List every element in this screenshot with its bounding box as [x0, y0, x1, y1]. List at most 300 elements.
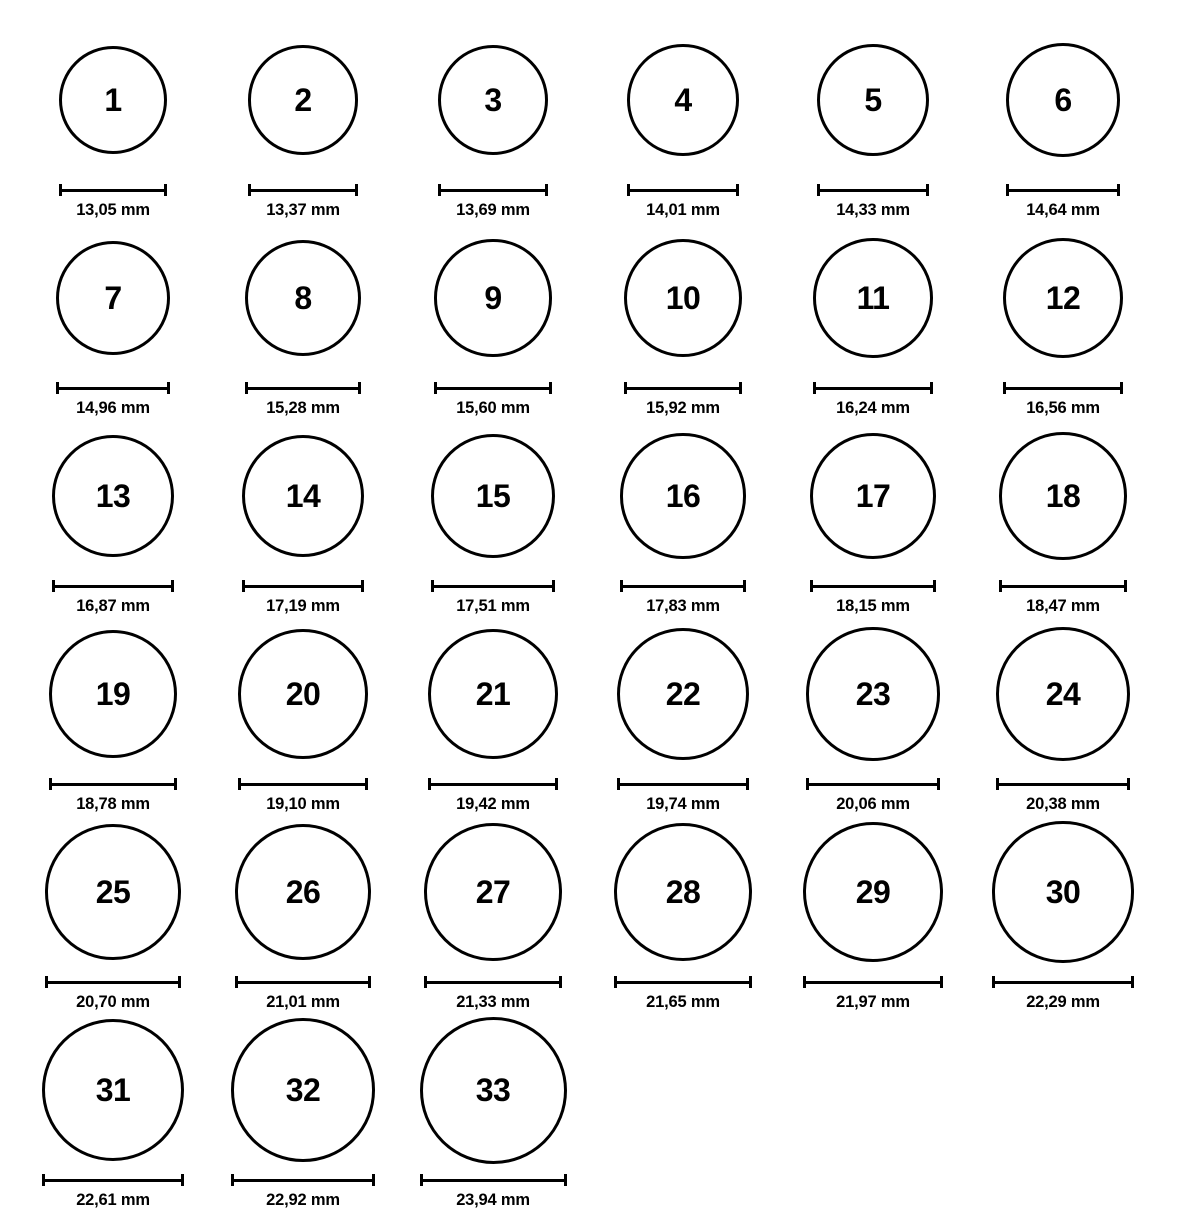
caliper-tick-left [428, 778, 431, 790]
diameter-measure [245, 382, 361, 418]
diameter-measure [803, 976, 943, 1012]
caliper-icon [438, 184, 548, 196]
ring-size-number: 14 [285, 477, 321, 514]
caliper-icon [806, 778, 939, 790]
ring-size-cell [398, 1012, 588, 1210]
ring-size-cell [778, 22, 968, 220]
ring-size-cell [208, 1012, 398, 1210]
caliper-tick-right [361, 580, 364, 592]
ring-size-cell [968, 220, 1158, 418]
ring-circle [617, 628, 749, 760]
caliper-tick-left [627, 184, 630, 196]
ring-size-cell [398, 22, 588, 220]
ring-size-cell [208, 22, 398, 220]
ring-size-row [18, 1012, 1182, 1210]
caliper-bar [813, 387, 932, 390]
caliper-tick-left [996, 778, 999, 790]
ring-size-cell [208, 418, 398, 616]
ring-circle-wrap [778, 220, 968, 376]
diameter-measure [248, 184, 357, 220]
caliper-tick-right [358, 382, 361, 394]
ring-size-number: 25 [95, 873, 131, 910]
ring-size-cell [18, 220, 208, 418]
caliper-tick-left [813, 382, 816, 394]
ring-size-number: 17 [855, 477, 891, 514]
ring-size-row [18, 616, 1182, 814]
ring-size-cell [778, 220, 968, 418]
caliper-bar [1006, 189, 1120, 192]
diameter-measure [617, 778, 749, 814]
ring-circle-wrap [968, 418, 1158, 574]
ring-circle [428, 629, 559, 760]
diameter-label: 14,33 mm [836, 201, 910, 219]
caliper-icon [810, 580, 936, 592]
diameter-label: 13,05 mm [76, 201, 150, 219]
ring-circle [59, 46, 167, 154]
diameter-label: 22,92 mm [266, 1191, 340, 1209]
caliper-tick-left [49, 778, 52, 790]
caliper-tick-left [431, 580, 434, 592]
caliper-tick-left [245, 382, 248, 394]
diameter-label: 15,60 mm [456, 399, 530, 417]
diameter-measure [806, 778, 939, 814]
diameter-measure [42, 1174, 184, 1210]
ring-size-number: 20 [285, 676, 321, 712]
ring-size-cell [208, 220, 398, 418]
caliper-tick-right [549, 382, 552, 394]
caliper-bar [49, 783, 178, 786]
ring-size-cell [208, 814, 398, 1012]
ring-circle [52, 435, 174, 557]
diameter-label: 17,51 mm [456, 597, 530, 615]
diameter-measure [424, 976, 562, 1012]
ring-circle-wrap [968, 616, 1158, 772]
ring-size-cell [18, 418, 208, 616]
ring-circle [231, 1018, 374, 1161]
caliper-tick-right [739, 382, 742, 394]
ring-circle-wrap [398, 616, 588, 772]
ring-circle [1003, 238, 1124, 359]
ring-circle-wrap [398, 22, 588, 178]
ring-circle [614, 823, 753, 962]
caliper-tick-left [52, 580, 55, 592]
caliper-icon [996, 778, 1130, 790]
caliper-tick-left [999, 580, 1002, 592]
ring-circle [42, 1019, 184, 1161]
diameter-label: 22,61 mm [76, 1191, 150, 1209]
ring-size-number: 1 [104, 82, 122, 118]
caliper-tick-right [743, 580, 746, 592]
ring-circle-wrap [398, 220, 588, 376]
caliper-tick-right [1117, 184, 1120, 196]
ring-size-cell [588, 418, 778, 616]
caliper-tick-left [614, 976, 617, 988]
ring-circle-wrap [968, 22, 1158, 178]
ring-circle-wrap [208, 22, 398, 178]
diameter-label: 18,15 mm [836, 597, 910, 615]
caliper-tick-left [42, 1174, 45, 1186]
caliper-bar [248, 189, 357, 192]
diameter-label: 19,10 mm [266, 795, 340, 813]
ring-size-number: 4 [674, 81, 692, 118]
caliper-bar [624, 387, 742, 390]
caliper-tick-left [434, 382, 437, 394]
diameter-label: 13,37 mm [266, 201, 340, 219]
diameter-measure [231, 1174, 374, 1210]
diameter-measure [431, 580, 555, 616]
caliper-tick-right [552, 580, 555, 592]
ring-size-row [18, 814, 1182, 1012]
diameter-measure [56, 382, 171, 418]
caliper-tick-right [746, 778, 749, 790]
ring-size-number: 18 [1045, 477, 1081, 514]
caliper-bar [238, 783, 368, 786]
ring-circle-wrap [588, 22, 778, 178]
caliper-icon [56, 382, 171, 394]
caliper-bar [438, 189, 548, 192]
ring-circle-wrap [208, 418, 398, 574]
ring-circle-wrap [588, 814, 778, 970]
caliper-tick-left [248, 184, 251, 196]
ring-circle-wrap [208, 220, 398, 376]
ring-circle-wrap [398, 1012, 588, 1168]
caliper-tick-left [817, 184, 820, 196]
diameter-measure [434, 382, 551, 418]
ring-circle-wrap [968, 814, 1158, 970]
ring-size-cell [398, 616, 588, 814]
caliper-tick-left [803, 976, 806, 988]
caliper-tick-left [242, 580, 245, 592]
ring-circle [813, 238, 932, 357]
caliper-icon [420, 1174, 567, 1186]
ring-size-number: 11 [856, 279, 890, 316]
diameter-measure [1003, 382, 1124, 418]
caliper-bar [996, 783, 1130, 786]
ring-circle-wrap [398, 814, 588, 970]
caliper-tick-right [164, 184, 167, 196]
ring-circle-wrap [398, 418, 588, 574]
ring-circle [438, 45, 548, 155]
ring-circle-wrap [18, 1012, 208, 1168]
ring-size-number: 32 [285, 1071, 321, 1108]
caliper-tick-right [736, 184, 739, 196]
caliper-tick-right [564, 1174, 567, 1186]
diameter-measure [49, 778, 178, 814]
ring-circle [248, 45, 357, 154]
caliper-icon [49, 778, 178, 790]
caliper-bar [817, 189, 930, 192]
caliper-bar [431, 585, 555, 588]
caliper-bar [810, 585, 936, 588]
caliper-tick-left [806, 778, 809, 790]
ring-size-row [18, 220, 1182, 418]
diameter-measure [813, 382, 932, 418]
diameter-label: 22,29 mm [1026, 993, 1100, 1011]
caliper-bar [1003, 387, 1124, 390]
diameter-label: 13,69 mm [456, 201, 530, 219]
caliper-icon [428, 778, 559, 790]
caliper-tick-left [56, 382, 59, 394]
caliper-tick-right [174, 778, 177, 790]
ring-circle [45, 824, 180, 959]
caliper-bar [242, 585, 365, 588]
caliper-bar [52, 585, 174, 588]
ring-size-number: 27 [475, 874, 511, 910]
ring-size-number: 29 [855, 873, 891, 910]
ring-circle [620, 433, 745, 558]
ring-circle-wrap [778, 22, 968, 178]
diameter-label: 16,87 mm [76, 597, 150, 615]
caliper-icon [59, 184, 167, 196]
ring-size-number: 33 [475, 1072, 511, 1108]
ring-size-cell [968, 22, 1158, 220]
caliper-bar [614, 981, 753, 984]
caliper-bar [45, 981, 180, 984]
ring-size-cell [968, 616, 1158, 814]
caliper-icon [1003, 382, 1124, 394]
caliper-icon [1006, 184, 1120, 196]
diameter-measure [620, 580, 745, 616]
ring-size-number: 2 [294, 82, 312, 118]
diameter-label: 16,24 mm [836, 399, 910, 417]
ring-circle [424, 823, 562, 961]
caliper-bar [235, 981, 372, 984]
ring-size-cell [208, 616, 398, 814]
caliper-tick-right [355, 184, 358, 196]
caliper-tick-right [181, 1174, 184, 1186]
ring-size-cell [398, 814, 588, 1012]
diameter-label: 15,92 mm [646, 399, 720, 417]
diameter-measure [52, 580, 174, 616]
caliper-icon [624, 382, 742, 394]
ring-size-number: 21 [475, 675, 511, 712]
diameter-label: 20,06 mm [836, 795, 910, 813]
ring-circle [235, 824, 372, 961]
caliper-bar [999, 585, 1126, 588]
caliper-bar [617, 783, 749, 786]
caliper-icon [999, 580, 1126, 592]
caliper-icon [52, 580, 174, 592]
caliper-tick-right [555, 778, 558, 790]
caliper-tick-right [167, 382, 170, 394]
caliper-tick-right [937, 778, 940, 790]
ring-size-number: 31 [95, 1072, 131, 1108]
caliper-tick-right [1124, 580, 1127, 592]
caliper-icon [424, 976, 562, 988]
diameter-measure [996, 778, 1130, 814]
diameter-measure [992, 976, 1133, 1012]
caliper-bar [245, 387, 361, 390]
ring-size-cell [778, 616, 968, 814]
diameter-label: 23,94 mm [456, 1191, 530, 1209]
diameter-label: 18,47 mm [1026, 597, 1100, 615]
ring-size-number: 22 [665, 676, 701, 712]
caliper-tick-left [420, 1174, 423, 1186]
caliper-icon [614, 976, 753, 988]
diameter-measure [238, 778, 368, 814]
caliper-tick-left [45, 976, 48, 988]
diameter-measure [624, 382, 742, 418]
caliper-icon [617, 778, 749, 790]
caliper-tick-left [424, 976, 427, 988]
ring-circle [627, 44, 738, 155]
caliper-bar [620, 585, 745, 588]
ring-size-number: 30 [1045, 874, 1081, 910]
ring-circle-wrap [18, 814, 208, 970]
ring-circle [996, 627, 1130, 761]
ring-circle [1006, 43, 1120, 157]
ring-size-number: 12 [1045, 280, 1081, 316]
diameter-label: 17,83 mm [646, 597, 720, 615]
caliper-tick-right [365, 778, 368, 790]
ring-circle-wrap [18, 418, 208, 574]
ring-circle [49, 630, 178, 759]
caliper-icon [45, 976, 180, 988]
diameter-label: 21,33 mm [456, 993, 530, 1011]
caliper-tick-right [930, 382, 933, 394]
caliper-icon [231, 1174, 374, 1186]
ring-circle-wrap [588, 220, 778, 376]
caliper-icon [431, 580, 555, 592]
caliper-tick-right [545, 184, 548, 196]
ring-size-cell [588, 220, 778, 418]
diameter-label: 20,70 mm [76, 993, 150, 1011]
caliper-bar [56, 387, 171, 390]
caliper-icon [248, 184, 357, 196]
ring-size-row [18, 418, 1182, 616]
caliper-bar [428, 783, 559, 786]
caliper-bar [59, 189, 167, 192]
caliper-tick-left [1006, 184, 1009, 196]
diameter-measure [627, 184, 738, 220]
ring-circle-wrap [18, 220, 208, 376]
ring-size-number: 7 [104, 279, 122, 316]
diameter-measure [438, 184, 548, 220]
diameter-label: 14,01 mm [646, 201, 720, 219]
ring-size-number: 10 [665, 279, 701, 316]
ring-circle [992, 821, 1133, 962]
caliper-tick-left [1003, 382, 1006, 394]
caliper-icon [42, 1174, 184, 1186]
ring-circle [238, 629, 368, 759]
diameter-label: 15,28 mm [266, 399, 340, 417]
caliper-tick-right [368, 976, 371, 988]
diameter-measure [235, 976, 372, 1012]
caliper-tick-right [1120, 382, 1123, 394]
ring-size-row [18, 22, 1182, 220]
ring-circle [434, 239, 551, 356]
caliper-tick-left [810, 580, 813, 592]
ring-circle-wrap [778, 418, 968, 574]
diameter-measure [614, 976, 753, 1012]
caliper-icon [245, 382, 361, 394]
caliper-tick-right [372, 1174, 375, 1186]
ring-circle [431, 434, 555, 558]
ring-circle [806, 627, 939, 760]
ring-circle-wrap [208, 1012, 398, 1168]
diameter-label: 19,74 mm [646, 795, 720, 813]
ring-circle [245, 240, 361, 356]
diameter-measure [817, 184, 930, 220]
ring-size-cell [18, 1012, 208, 1210]
caliper-icon [620, 580, 745, 592]
caliper-icon [813, 382, 932, 394]
caliper-tick-right [1127, 778, 1130, 790]
caliper-tick-right [749, 976, 752, 988]
ring-circle [624, 239, 742, 357]
ring-size-cell [588, 616, 778, 814]
ring-size-cell [778, 418, 968, 616]
ring-circle [803, 822, 943, 962]
ring-size-number: 5 [864, 82, 882, 118]
ring-size-number: 6 [1054, 82, 1072, 118]
ring-size-cell [18, 814, 208, 1012]
diameter-label: 21,65 mm [646, 993, 720, 1011]
ring-size-cell [18, 22, 208, 220]
ring-circle-wrap [208, 814, 398, 970]
diameter-label: 21,01 mm [266, 993, 340, 1011]
diameter-label: 16,56 mm [1026, 399, 1100, 417]
caliper-bar [627, 189, 738, 192]
caliper-tick-left [235, 976, 238, 988]
diameter-measure [810, 580, 936, 616]
caliper-bar [992, 981, 1133, 984]
ring-circle [242, 435, 365, 558]
ring-circle-wrap [18, 616, 208, 772]
caliper-tick-left [438, 184, 441, 196]
caliper-bar [42, 1179, 184, 1182]
ring-circle-wrap [778, 814, 968, 970]
ring-size-number: 3 [484, 81, 502, 118]
diameter-label: 19,42 mm [456, 795, 530, 813]
ring-size-number: 26 [285, 874, 321, 910]
ring-size-cell [18, 616, 208, 814]
diameter-label: 20,38 mm [1026, 795, 1100, 813]
caliper-bar [420, 1179, 567, 1182]
ring-circle [420, 1017, 567, 1164]
diameter-label: 18,78 mm [76, 795, 150, 813]
diameter-label: 17,19 mm [266, 597, 340, 615]
diameter-measure [59, 184, 167, 220]
caliper-tick-left [59, 184, 62, 196]
ring-size-number: 23 [855, 676, 891, 712]
caliper-icon [434, 382, 551, 394]
caliper-bar [434, 387, 551, 390]
caliper-icon [817, 184, 930, 196]
caliper-tick-left [238, 778, 241, 790]
ring-circle-wrap [588, 616, 778, 772]
diameter-measure [242, 580, 365, 616]
ring-circle-wrap [208, 616, 398, 772]
ring-circle-wrap [18, 22, 208, 178]
diameter-label: 21,97 mm [836, 993, 910, 1011]
caliper-icon [992, 976, 1133, 988]
caliper-icon [803, 976, 943, 988]
ring-size-cell [778, 814, 968, 1012]
diameter-measure [45, 976, 180, 1012]
caliper-icon [627, 184, 738, 196]
ring-circle [817, 44, 930, 157]
caliper-tick-right [940, 976, 943, 988]
ring-size-number: 13 [95, 478, 131, 514]
ring-circle [999, 432, 1126, 559]
diameter-label: 14,64 mm [1026, 201, 1100, 219]
caliper-icon [235, 976, 372, 988]
ring-circle [56, 241, 171, 356]
ring-size-number: 8 [294, 280, 312, 316]
caliper-bar [806, 783, 939, 786]
ring-size-number: 16 [665, 478, 701, 514]
